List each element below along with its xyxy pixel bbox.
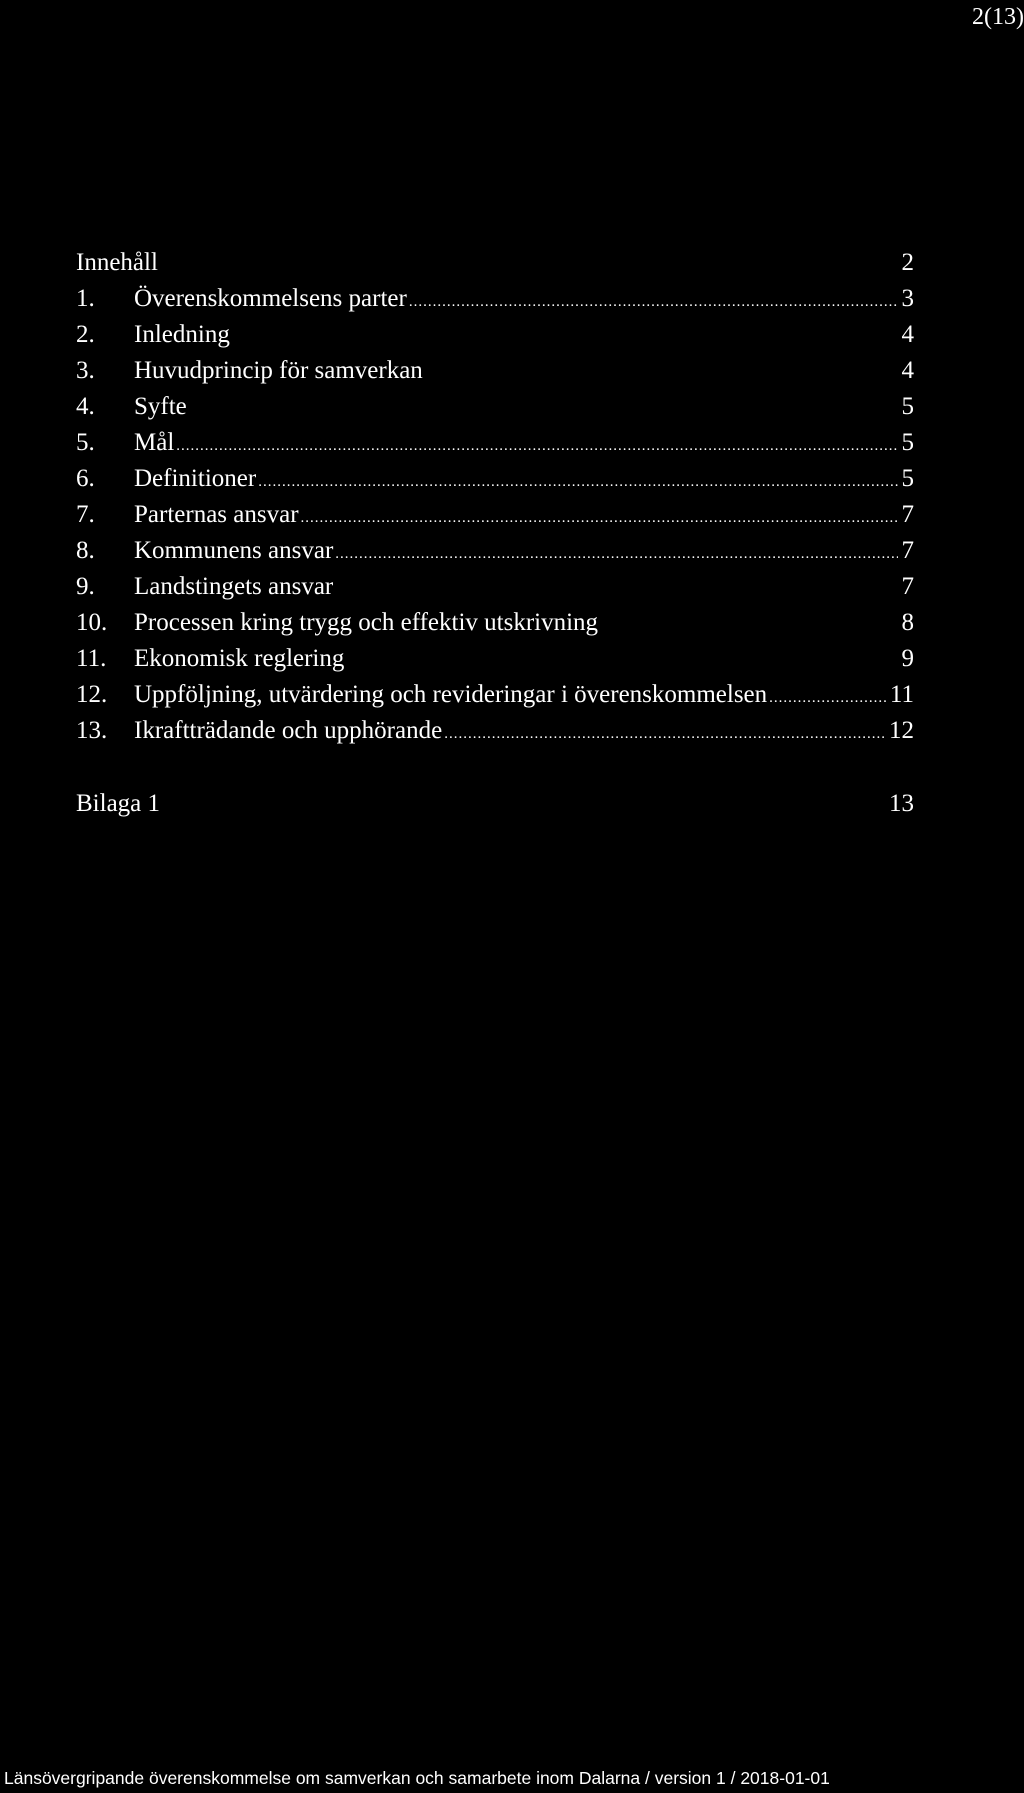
toc-entry-page: 8 [901,609,914,636]
toc-entry-number: 4. [76,393,95,420]
dot-leader [409,284,898,320]
toc-entry-number: 2. [76,321,95,348]
toc-entry-page: 9 [901,645,914,672]
toc-entry[interactable] [76,677,914,713]
toc-entry-number: 8. [76,537,95,564]
toc-entry-number: 3. [76,357,95,384]
toc-entry-number: 10. [76,609,108,636]
toc-entry-title: Mål [134,429,175,456]
toc-entry[interactable] [76,497,914,533]
toc-entry-title: Ikraftträdande och upphörande [134,717,443,744]
dot-leader [444,716,887,752]
toc-entry-page: 11 [889,681,914,708]
toc-list [76,281,914,749]
dot-leader [258,464,898,500]
page-number: 2(13) [972,4,1024,30]
toc-entry-page: 7 [901,573,914,600]
toc-entry[interactable] [76,317,914,353]
toc-entry-page: 7 [901,537,914,564]
toc-entry-page: 5 [901,429,914,456]
toc-entry-number: 5. [76,429,95,456]
toc-entry[interactable] [76,461,914,497]
toc-entry[interactable] [76,605,914,641]
toc-entry-number: 12. [76,681,108,708]
toc-heading: Innehåll [76,249,158,276]
toc-entry-number: 13. [76,717,108,744]
toc-entry[interactable] [76,713,914,749]
toc-entry-title: Uppföljning, utvärdering och revideringar i överenskommelsen [134,681,768,708]
toc-entry[interactable] [76,281,914,317]
toc-entry[interactable] [76,389,914,425]
appendix-label: Bilaga 1 [76,790,161,817]
toc-entry-page: 5 [901,465,914,492]
toc-entry-page: 3 [901,285,914,312]
toc-entry-title: Syfte [134,393,187,420]
dot-leader [335,536,898,572]
toc-entry-number: 6. [76,465,95,492]
appendix-row[interactable] [76,786,914,822]
toc-heading-row [76,245,914,281]
toc-entry-page: 4 [901,357,914,384]
toc-entry-number: 7. [76,501,95,528]
toc-entry-title: Kommunens ansvar [134,537,334,564]
toc-entry-number: 9. [76,573,95,600]
toc-heading-page: 2 [901,249,914,276]
appendix-page: 13 [889,790,914,817]
toc-entry-title: Huvudprincip för samverkan [134,357,423,384]
toc-entry-page: 12 [889,717,914,744]
toc-entry-title: Landstingets ansvar [134,573,334,600]
toc-entry-number: 1. [76,285,95,312]
toc-entry-title: Definitioner [134,465,257,492]
toc-entry-page: 4 [901,321,914,348]
toc-entry[interactable] [76,569,914,605]
toc-entry-title: Överenskommelsens parter [134,285,407,312]
toc-entry[interactable] [76,353,914,389]
dot-leader [176,428,898,464]
toc-entry-title: Inledning [134,321,230,348]
toc-entry-page: 7 [901,501,914,528]
toc-entry-number: 11. [76,645,107,672]
toc-entry[interactable] [76,425,914,461]
dot-leader [769,680,888,716]
footer-text: Länsövergripande överenskommelse om samverkan och samarbete inom Dalarna / version 1 / 2018-01-01 [4,1768,830,1788]
toc-entry[interactable] [76,641,914,677]
dot-leader [301,500,898,536]
toc-entry-page: 5 [901,393,914,420]
toc-entry[interactable] [76,533,914,569]
toc-entry-title: Parternas ansvar [134,501,299,528]
toc-entry-title: Ekonomisk reglering [134,645,345,672]
table-of-contents [76,245,914,749]
toc-entry-title: Processen kring trygg och effektiv utskrivning [134,609,599,636]
